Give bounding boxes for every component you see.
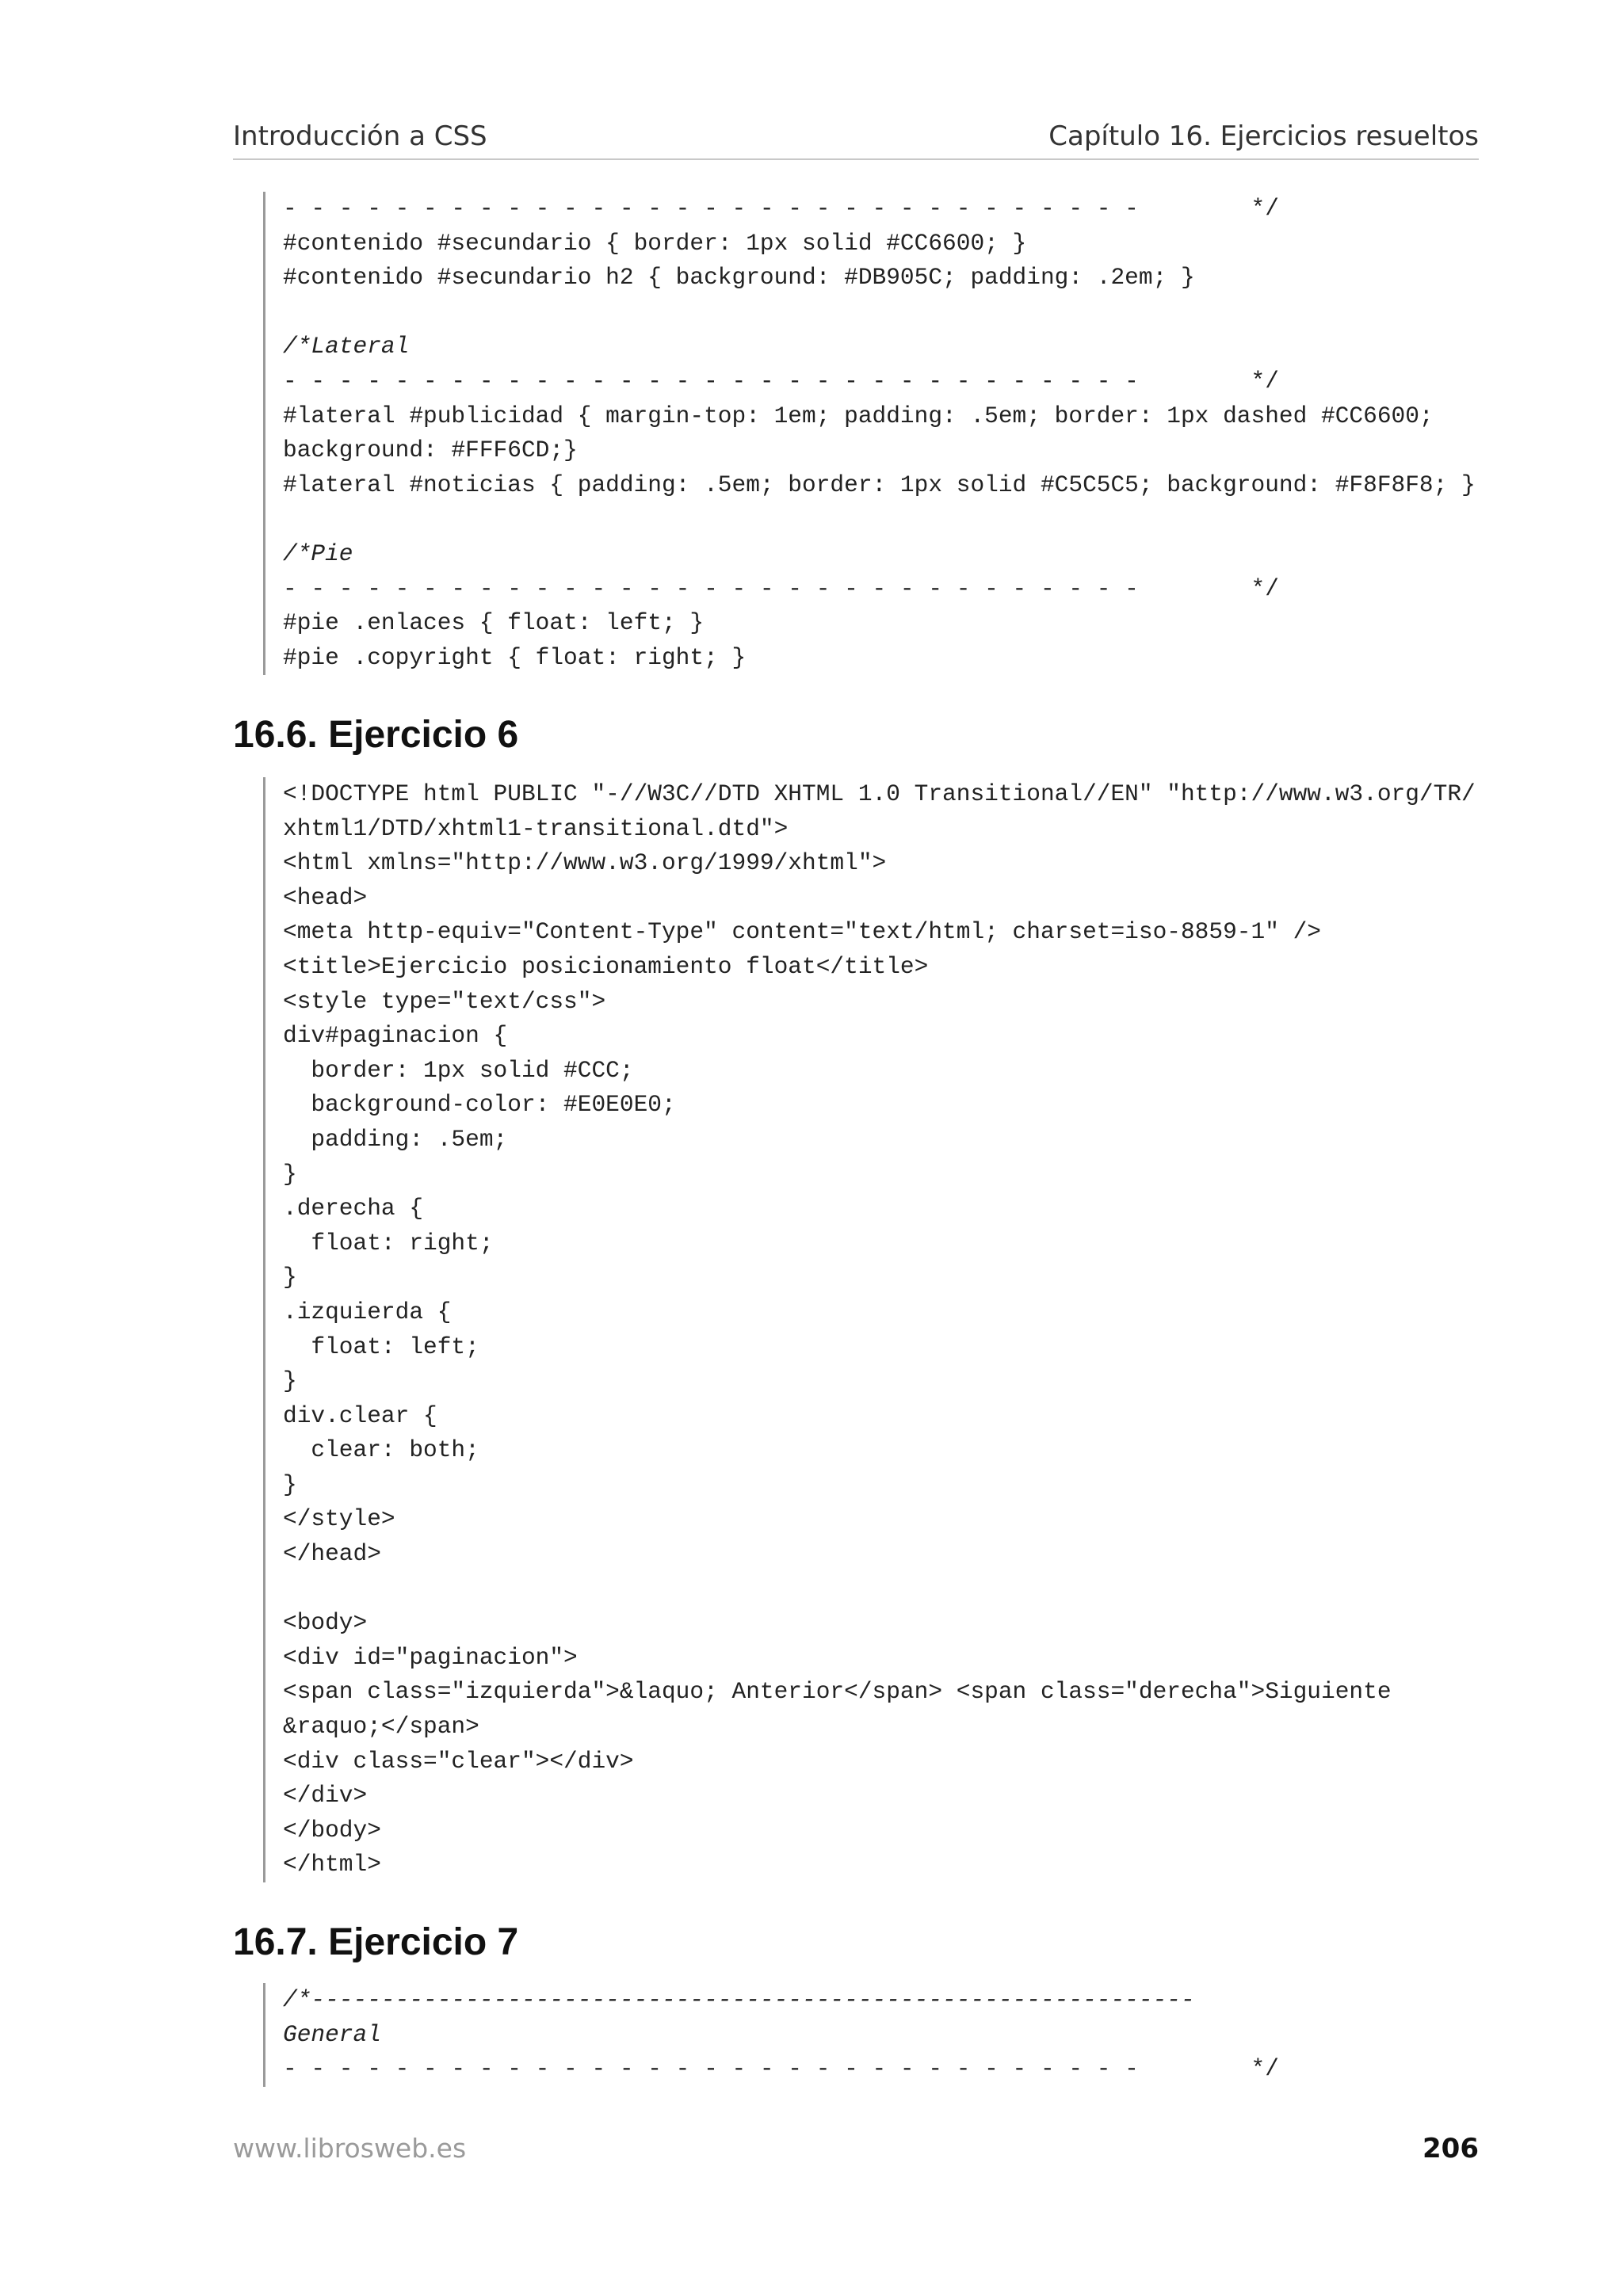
code-line: - - - - - - - - - - - - - - - - - - - - - - - - - - - - - - - */ (283, 2055, 1279, 2083)
code-line: &raquo;</span> (283, 1713, 479, 1741)
code-line: /*--------------------------------------------------------------- (283, 1986, 1195, 2013)
code-line: <head> (283, 883, 368, 911)
code-line: </body> (283, 1816, 381, 1844)
code-line: } (283, 1470, 297, 1498)
code-line: <div id="paginacion"> (283, 1643, 578, 1671)
code-line: </head> (283, 1540, 381, 1568)
code-line: xhtml1/DTD/xhtml1-transitional.dtd"> (283, 814, 789, 842)
code-line: - - - - - - - - - - - - - - - - - - - - - - - - - - - - - - - */ (283, 367, 1279, 395)
code-line: <div class="clear"></div> (283, 1747, 634, 1775)
code-line: #pie .enlaces { float: left; } (283, 609, 705, 637)
code-line: </html> (283, 1851, 381, 1878)
code-line: #lateral #publicidad { margin-top: 1em; padding: .5em; border: 1px dashed #CC6600; (283, 402, 1434, 429)
code-block-continuation (263, 192, 1476, 675)
code-line: <body> (283, 1609, 368, 1637)
running-header (233, 117, 1479, 160)
code-line: <!DOCTYPE html PUBLIC "-//W3C//DTD XHTML 1.0 Transitional//EN" "http://www.w3.org/TR/ (283, 780, 1476, 807)
code-line: General (283, 2020, 381, 2048)
section-heading-ejercicio-6: 16.6. Ejercicio 6 (233, 714, 519, 756)
code-line: } (283, 1264, 297, 1291)
code-line: <style type="text/css"> (283, 987, 606, 1015)
book-title: Introducción a CSS (233, 120, 487, 152)
code-line: .derecha { (283, 1195, 424, 1222)
code-line: .izquierda { (283, 1298, 452, 1325)
chapter-title: Capítulo 16. Ejercicios resueltos (1048, 120, 1479, 152)
code-line: #lateral #noticias { padding: .5em; border: 1px solid #C5C5C5; background: #F8F8F8; } (283, 471, 1476, 498)
code-line: padding: .5em; (283, 1125, 508, 1153)
code-line: clear: both; (283, 1436, 479, 1464)
code-block-ejercicio-6 (263, 777, 1476, 1882)
code-line: float: right; (283, 1229, 494, 1257)
code-line: </style> (283, 1505, 395, 1533)
code-line: background: #FFF6CD;} (283, 437, 578, 464)
code-line: <title>Ejercicio posicionamiento float</title> (283, 952, 929, 980)
running-footer (233, 2133, 1479, 2172)
code-line (283, 502, 1476, 537)
code-line: <meta http-equiv="Content-Type" content="text/html; charset=iso-8859-1" /> (283, 918, 1322, 946)
code-line (283, 296, 1476, 330)
code-line: /*Lateral (283, 333, 410, 360)
code-line: #contenido #secundario h2 { background: #DB905C; padding: .2em; } (283, 264, 1195, 292)
code-line: } (283, 1160, 297, 1188)
page-number: 206 (1423, 2133, 1479, 2164)
code-line: #pie .copyright { float: right; } (283, 643, 747, 671)
code-line (283, 1572, 1476, 1607)
code-line: /*Pie (283, 540, 353, 567)
code-line: - - - - - - - - - - - - - - - - - - - - - - - - - - - - - - - */ (283, 574, 1279, 602)
code-line: #contenido #secundario { border: 1px solid #CC6600; } (283, 229, 1027, 257)
code-line: </div> (283, 1782, 368, 1810)
code-block-ejercicio-7 (263, 1983, 1279, 2087)
code-line: background-color: #E0E0E0; (283, 1091, 676, 1119)
code-line: <span class="izquierda">&laquo; Anterior</span> <span class="derecha">Siguiente (283, 1678, 1392, 1706)
site-url: www.librosweb.es (233, 2133, 467, 2164)
code-line: <html xmlns="http://www.w3.org/1999/xhtml"> (283, 849, 887, 877)
code-line: div#paginacion { (283, 1022, 508, 1050)
code-line: div.clear { (283, 1402, 437, 1429)
code-line: float: left; (283, 1333, 479, 1360)
code-line: - - - - - - - - - - - - - - - - - - - - - - - - - - - - - - - */ (283, 195, 1279, 222)
section-heading-ejercicio-7: 16.7. Ejercicio 7 (233, 1921, 519, 1963)
code-line: } (283, 1367, 297, 1395)
code-line: border: 1px solid #CCC; (283, 1056, 634, 1084)
